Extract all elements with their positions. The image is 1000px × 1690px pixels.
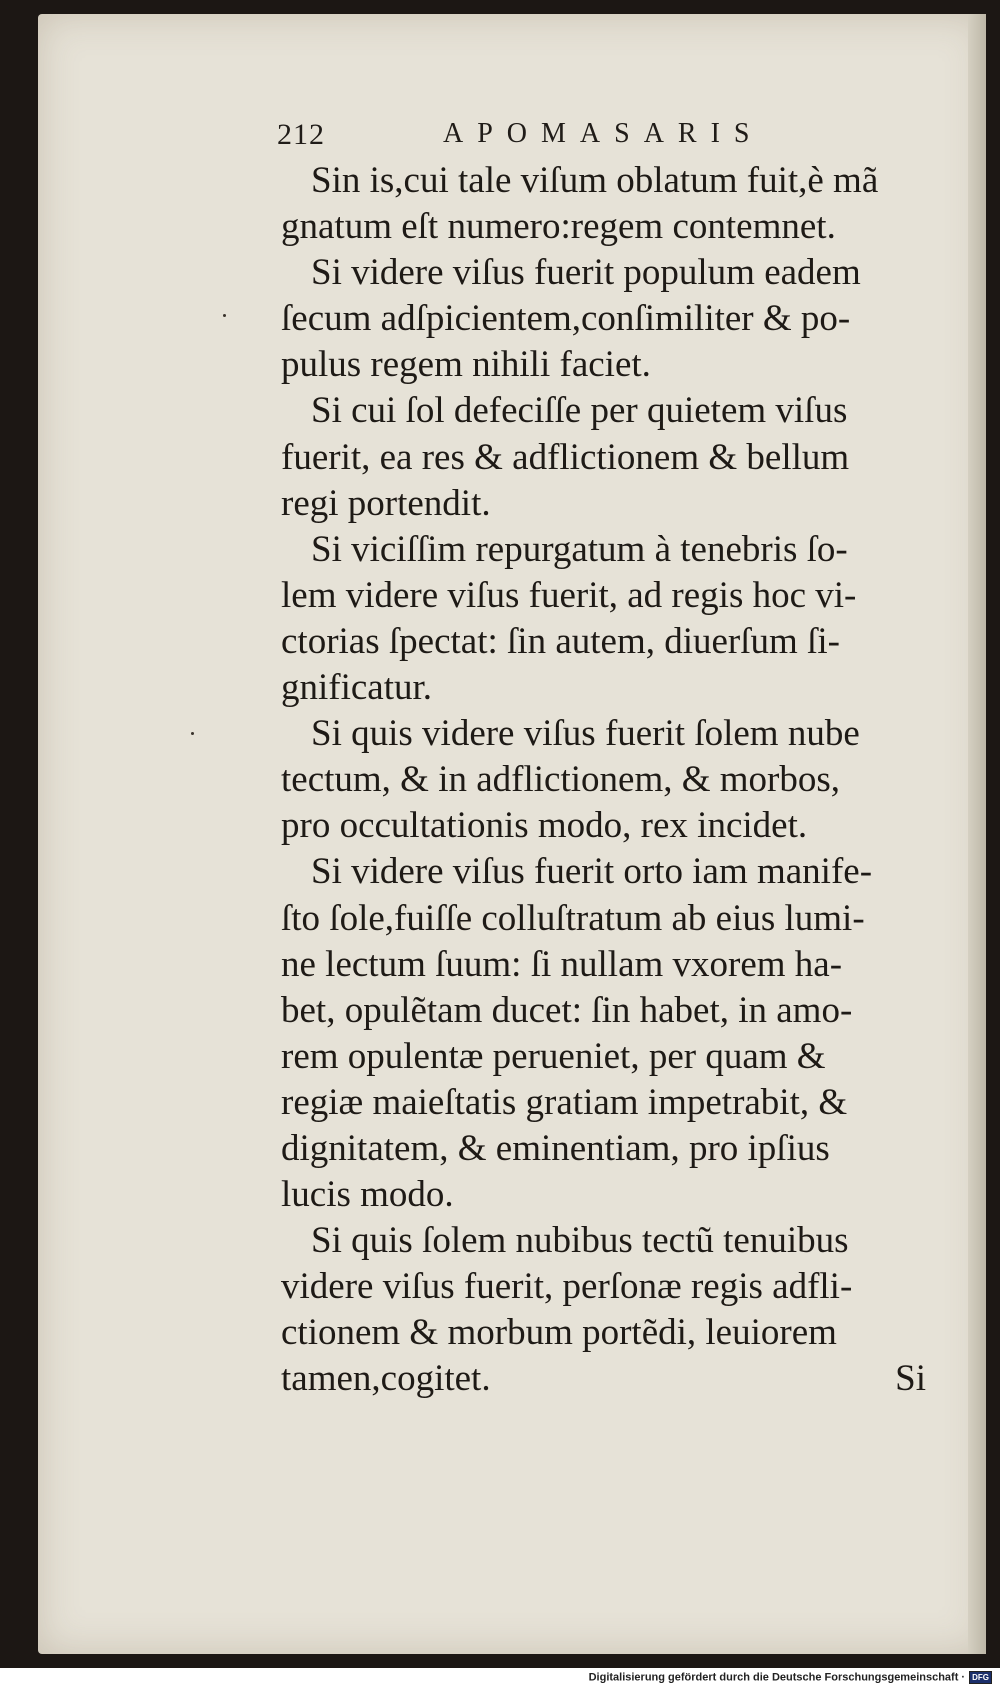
text-line: dignitatem, & eminentiam, pro ipſius <box>281 1127 830 1169</box>
running-title: APOMASARIS <box>443 118 764 149</box>
funding-credit <box>589 1671 992 1684</box>
text-line: Si videre viſus fuerit orto iam manife- <box>311 851 873 893</box>
ink-speck <box>191 732 194 735</box>
catchword: Si <box>895 1358 926 1400</box>
page-edge <box>968 14 986 1654</box>
text-line: tectum, & in adflictionem, & morbos, <box>281 759 841 801</box>
paragraph <box>281 527 926 711</box>
text-line: regi portendit. <box>281 482 491 524</box>
text-line: pro occultationis modo, rex incidet. <box>281 805 808 847</box>
paragraph <box>281 158 926 250</box>
text-line: Si cui ſol defeciſſe per quietem viſus <box>311 390 848 432</box>
text-line: videre viſus fuerit, perſonæ regis adfli- <box>281 1266 853 1308</box>
text-line: Si videre viſus fuerit populum eadem <box>311 252 861 294</box>
paragraph <box>281 849 926 1218</box>
page-header <box>277 118 837 158</box>
text-line: ne lectum ſuum: ſi nullam vxorem ha- <box>281 943 843 985</box>
text-line: Si viciſſim repurgatum à tenebris ſo- <box>311 528 848 570</box>
text-line: fuerit, ea res & adflictionem & bellum <box>281 436 850 478</box>
text-line: lem videre viſus fuerit, ad regis hoc vi- <box>281 574 857 616</box>
paragraph <box>281 711 926 849</box>
text-line: regiæ maieſtatis gratiam impetrabit, & <box>281 1081 848 1123</box>
text-line: pulus regem nihili faciet. <box>281 344 651 386</box>
text-line: ſecum adſpicientem,conſimiliter & po- <box>281 298 851 340</box>
paragraph <box>281 388 926 526</box>
text-line: bet, opulẽtam ducet: ſin habet, in amo- <box>281 989 853 1031</box>
footer-bar <box>0 1668 1000 1690</box>
text-line: tamen,cogitet. <box>281 1358 491 1400</box>
text-line: Si quis videre viſus fuerit ſolem nube <box>311 713 860 755</box>
text-line: ctionem & morbum portẽdi, leuiorem <box>281 1312 837 1354</box>
body-text <box>281 158 926 1403</box>
text-line: Si quis ſolem nubibus tectũ tenuibus <box>311 1220 849 1262</box>
dfg-logo-icon: DFG <box>969 1671 992 1684</box>
paragraph <box>281 250 926 388</box>
paragraph <box>281 1218 926 1402</box>
funding-credit-text: Digitalisierung gefördert durch die Deutsche Forschungsgemeinschaft · <box>588 1671 966 1684</box>
text-line: rem opulentæ perueniet, per quam & <box>281 1035 826 1077</box>
ink-speck <box>223 314 226 317</box>
final-line <box>281 1356 926 1402</box>
text-line: lucis modo. <box>281 1174 454 1216</box>
text-line: Sin is,cui tale viſum oblatum fuit,è mã <box>311 160 879 201</box>
text-line: ctorias ſpectat: ſin autem, diuerſum ſi- <box>281 620 840 662</box>
text-line: gnatum eſt numero:regem contemnet. <box>281 206 836 248</box>
page-number: 212 <box>277 118 325 151</box>
text-line: ſto ſole,fuiſſe colluſtratum ab eius lumi- <box>281 897 865 939</box>
text-line: gnificatur. <box>281 667 433 709</box>
